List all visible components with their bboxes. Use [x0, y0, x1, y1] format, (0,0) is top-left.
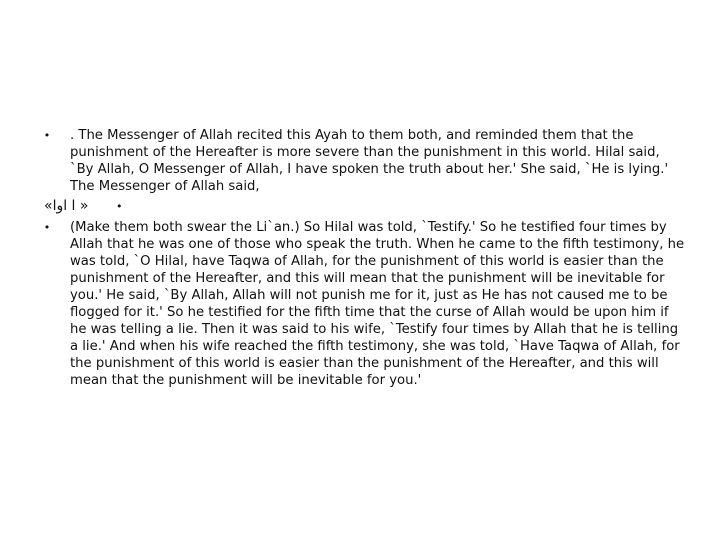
bullet-marker: • — [43, 221, 51, 234]
list-item — [40, 219, 685, 389]
paragraph-text: . The Messenger of Allah recited this Ayah to them both, and reminded them that the punishment of the Hereafter is more severe than the punishment in this world. Hilal said, `By Allah, O Messenger of Allah, I have spoken the truth about her.' She said, `He is lying.' The Messenger of Allah said, — [70, 128, 669, 194]
bullet-marker: • — [116, 200, 123, 213]
arabic-text: «اوا ا » — [44, 198, 89, 214]
paragraph-text: (Make them both swear the Li`an.) So Hilal was told, `Testify.' So he testified four times by Allah that he was one of those who speak the truth. When he came to the fifth testimony, he was told, `O Hilal, have Taqwa of Allah, for the punishment of this world is easier than the punishment of the Hereafter, and this will mean that the punishment will be inevitable for you.' He said, `By Allah, Allah will not punish me for it, just as He has not caused me to be flogged for it.' So he testified for the fifth time that the curse of Allah would be upon him if he was telling a lie. Then it was said to his wife, `Testify four times by Allah that he is telling a lie.' And when his wife reached the fifth testimony, she was told, `Have Taqwa of Allah, for the punishment of this world is easier than the punishment of the Hereafter, and this will mean that the punishment will be inevitable for you.' — [70, 220, 685, 388]
list-item — [40, 127, 685, 195]
arabic-list-item — [40, 195, 685, 219]
bullet-list — [40, 127, 685, 389]
bullet-marker: • — [43, 129, 51, 142]
